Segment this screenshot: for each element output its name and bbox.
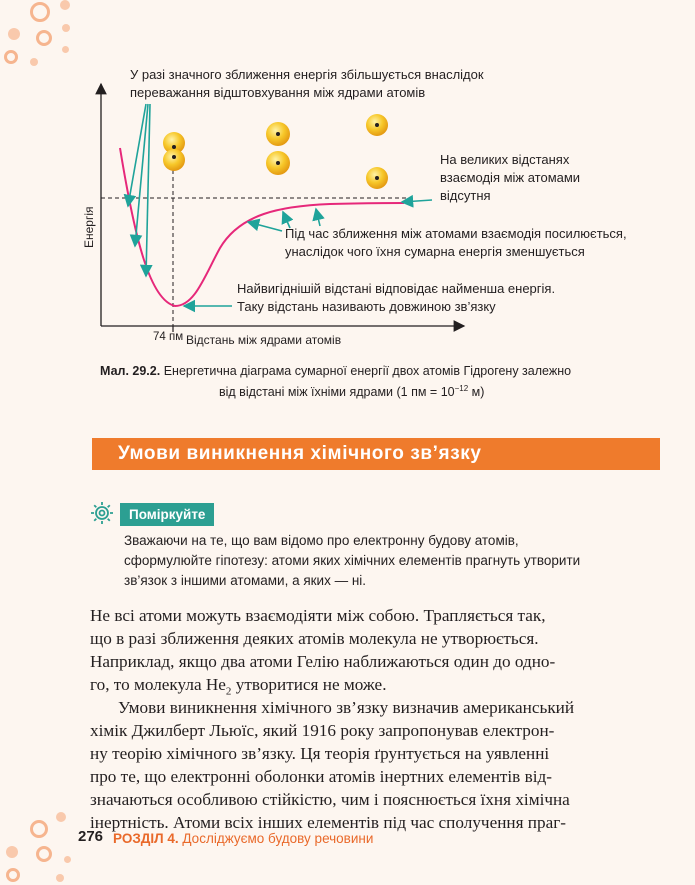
think-label: Поміркуйте [120,503,214,526]
figure-caption-line2 [219,380,484,401]
optimal-annotation-line: Найвигіднішій відстані відповідає найменша енергія. [237,281,556,296]
energy-diagram-graphic [0,0,695,400]
approach-annotation-line: унаслідок чого їхня сумарна енергія зменшується [285,244,585,259]
tick-label-74pm: 74 пм [153,331,184,343]
chapter-footer [113,831,373,846]
caption-line2-text: від відстані між їхніми ядрами (1 пм = 10 [219,385,455,400]
repulsion-arrows [128,104,150,276]
text-line: Умови виникнення хімічного зв’язку визначив американський [118,698,575,717]
far-annotation-line: взаємодія між атомами [440,170,581,185]
section-header [92,438,660,470]
text-line: про те, що електронні оболонки атомів інертних елементів від- [90,767,552,786]
approaching-atoms [266,122,290,175]
figure-caption [100,363,571,380]
approach-arrow-3 [316,209,320,226]
optimal-annotation-line: Таку відстань називають довжиною зв’язку [237,299,496,314]
page-number: 276 [78,828,104,845]
approach-annotation-line: Під час зближення між атомами взаємодія посилюється, [285,226,627,241]
think-line: Зважаючи на те, що вам відомо про електронну будову атомів, [124,533,519,548]
repulsion-annotation [130,66,484,102]
caption-line1: Енергетична діаграма сумарної енергії двох атомів Гідрогену залежно [163,364,572,378]
optimal-annotation [237,280,555,316]
text-line-end: утворитися не може. [231,675,387,694]
chapter-title: Досліджуємо будову речовини [178,831,374,846]
distant-atoms [366,114,388,189]
chapter-label: РОЗДІЛ 4. [113,831,179,846]
text-line: Наприклад, якщо два атоми Гелію наближаються один до одно- [90,652,556,671]
think-line: сформулюйте гіпотезу: атоми яких хімічних елементів прагнуть утворити [124,553,581,568]
caption-line2-end: м) [468,385,485,400]
think-line: зв’язок з іншими атомами, а яких — ні. [124,573,367,588]
bonded-atoms [163,132,185,171]
text-line: інертність. Атоми всіх інших елементів під час сполучення праг- [90,813,566,832]
caption-exponent: −12 [454,384,469,393]
far-arrow [402,200,432,202]
far-annotation [440,151,580,205]
approach-annotation [285,225,627,261]
text-line: Не всі атоми можуть взаємодіяти між собою. Трапляється так, [90,606,546,625]
caption-label: Мал. 29.2. [100,364,161,378]
gear-icon [89,500,115,526]
far-annotation-line: відсутня [440,188,491,203]
text-line: ну теорію хімічного зв’язку. Ця теорія ґрунтується на уявленні [90,744,550,763]
subscript: 2 [225,685,232,698]
section-title: Умови виникнення хімічного зв’язку [118,443,482,464]
repulsion-annotation-text: У разі значного зближення енергія збільшується внаслідок переважання відштовхування між ядрами атомів [130,67,484,100]
far-annotation-line: На великих відстанях [440,152,570,167]
x-axis-label: Відстань між ядрами атомів [186,333,342,347]
text-line: хімік Джилберт Льюїс, який 1916 року запропонував електрон- [90,721,555,740]
y-axis-label: Енергія [82,206,96,248]
text-line-start: го, то молекула He [90,675,226,694]
text-line: значаються особливою стійкістю, чим і пояснюється їхня хімічна [90,790,570,809]
text-line: що в разі зближення деяких атомів молекула не утворюється. [90,629,539,648]
approach-arrow-1 [248,222,282,231]
